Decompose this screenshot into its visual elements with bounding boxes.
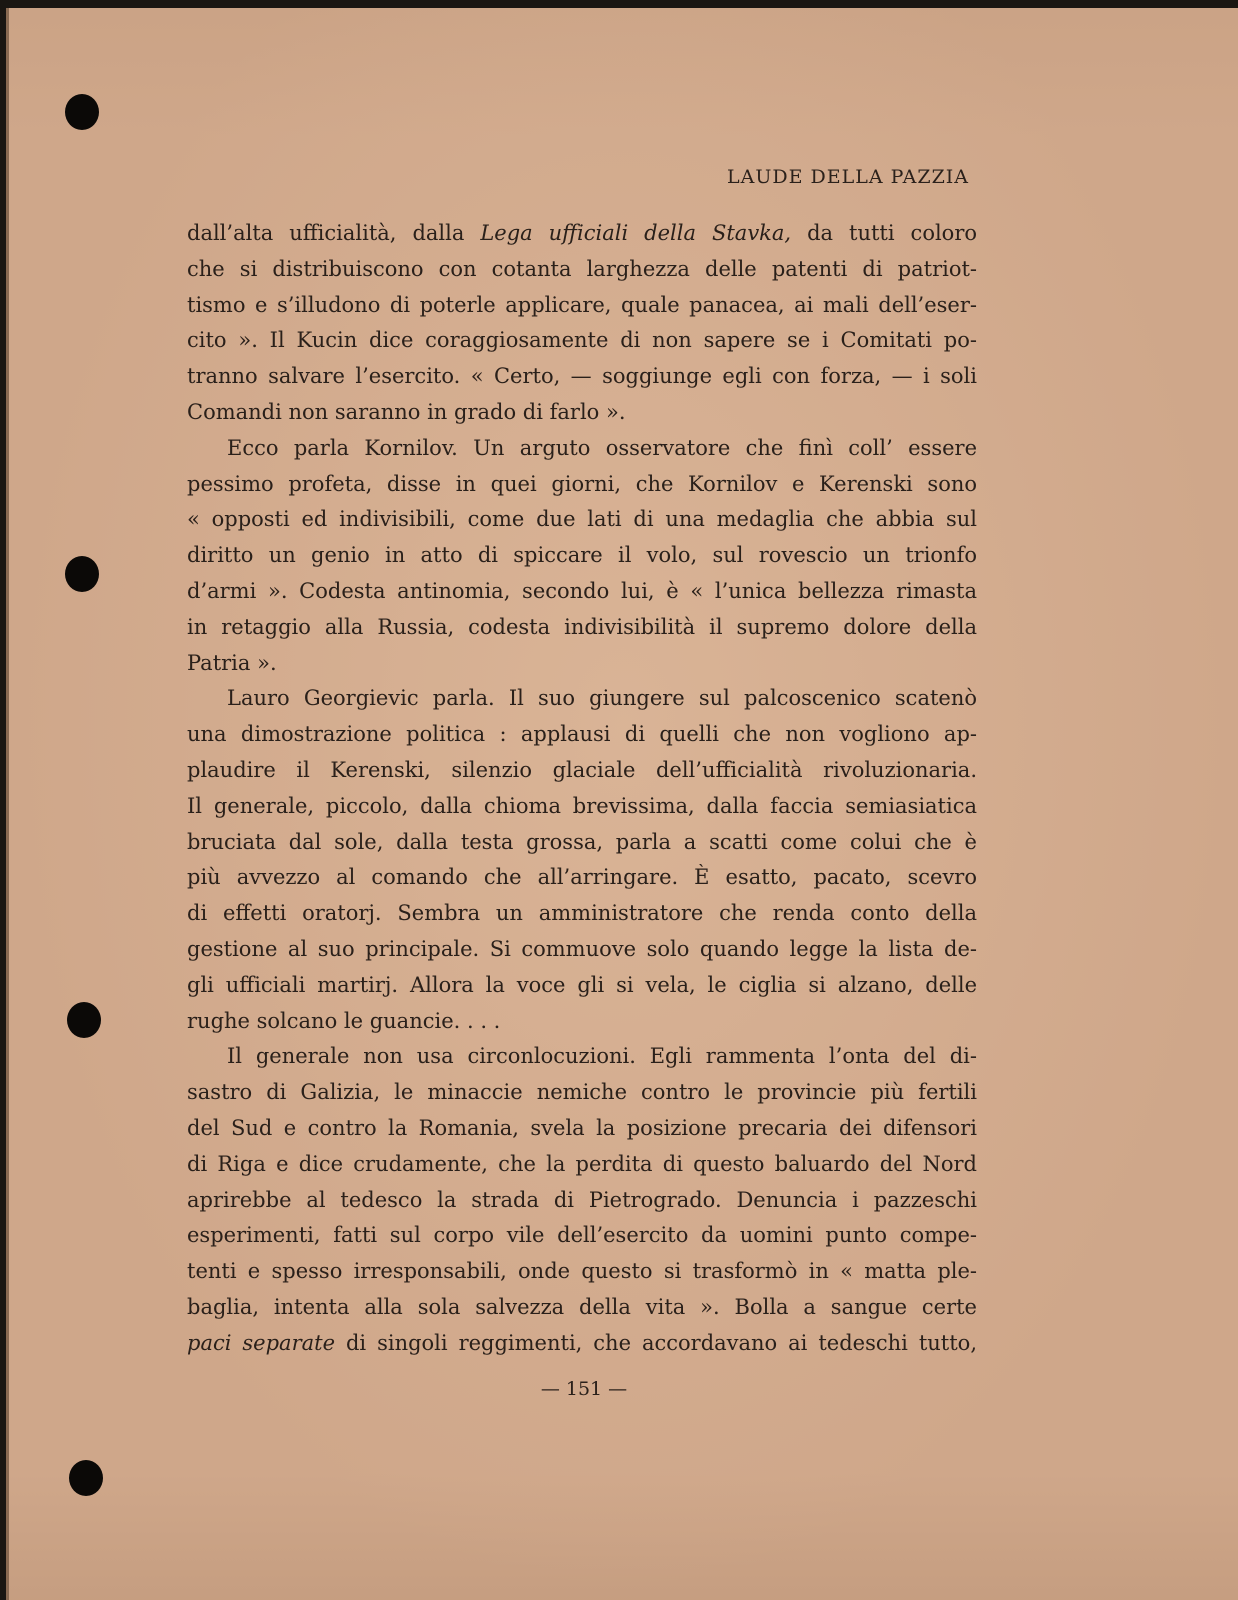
text-run: aprirebbe al tedesco la strada di Pietrogrado. Denuncia i pazzeschi <box>187 1187 977 1212</box>
text-run: Il generale, piccolo, dalla chioma brevissima, dalla faccia semiasiatica <box>187 793 977 818</box>
text-run: di singoli reggimenti, che accordavano ai tedeschi tutto, <box>335 1330 977 1355</box>
text-line <box>187 1183 977 1219</box>
paragraph <box>187 216 977 431</box>
text-line <box>187 323 977 359</box>
running-head: LAUDE DELLA PAZZIA <box>727 166 969 188</box>
text-line <box>187 610 977 646</box>
text-line <box>187 1326 977 1362</box>
text-line <box>187 1147 977 1183</box>
page-number: — 151 — <box>540 1378 628 1400</box>
binder-hole <box>69 1460 103 1496</box>
text-run: Lauro Georgievic parla. Il suo giungere sul palcoscenico scatenò <box>227 686 977 711</box>
text-run: gestione al suo principale. Si commuove solo quando legge la lista de- <box>187 936 977 961</box>
text-run: baglia, intenta alla sola salvezza della vita ». Bolla a sangue certe <box>187 1294 977 1319</box>
text-run: in retaggio alla Russia, codesta indivisibilità il supremo dolore della <box>187 614 977 639</box>
text-line <box>187 896 977 932</box>
paragraph <box>187 681 977 1039</box>
text-line <box>187 1254 977 1290</box>
text-line <box>187 681 977 717</box>
text-run: tranno salvare l’esercito. « Certo, — soggiunge egli con forza, — i soli <box>187 364 977 389</box>
text-run: Comandi non saranno in grado di farlo ». <box>187 399 626 424</box>
text-run: esperimenti, fatti sul corpo vile dell’esercito da uomini punto compe- <box>187 1223 977 1248</box>
text-run: da tutti coloro <box>791 221 977 245</box>
book-page <box>6 8 1238 1600</box>
text-line <box>187 431 977 467</box>
text-line <box>187 1290 977 1326</box>
text-run: tenti e spesso irresponsabili, onde questo si trasformò in « matta ple- <box>187 1259 977 1284</box>
text-run: del Sud e contro la Romania, svela la posizione precaria dei difensori <box>187 1115 977 1140</box>
text-run: Ecco parla Kornilov. Un arguto osservatore che finì coll’ essere <box>227 435 977 460</box>
text-run: tismo e s’illudono di poterle applicare, quale panacea, ai mali dell’eser- <box>187 292 977 317</box>
text-line <box>187 860 977 896</box>
text-run: pessimo profeta, disse in quei giorni, che Kornilov e Kerenski sono <box>187 471 977 496</box>
text-run: gli ufficiali martirj. Allora la voce gli si vela, le ciglia si alzano, delle <box>187 972 977 997</box>
text-line <box>187 252 977 288</box>
text-line <box>187 288 977 324</box>
text-line <box>187 1039 977 1075</box>
body-text <box>187 216 977 1362</box>
text-line <box>187 1111 977 1147</box>
text-line <box>187 395 977 431</box>
text-run: sastro di Galizia, le minaccie nemiche contro le provincie più fertili <box>187 1080 977 1105</box>
text-run: bruciata dal sole, dalla testa grossa, parla a scatti come colui che è <box>187 829 977 854</box>
text-run: Il generale non usa circonlocuzioni. Egli rammenta l’onta del di- <box>227 1044 977 1069</box>
text-line <box>187 574 977 610</box>
paragraph <box>187 431 977 682</box>
text-line <box>187 789 977 825</box>
text-run: Patria ». <box>187 650 277 675</box>
text-run: diritto un genio in atto di spiccare il volo, sul rovescio un trionfo <box>187 543 977 568</box>
text-run: « opposti ed indivisibili, come due lati di una medaglia che abbia sul <box>187 507 977 532</box>
text-line <box>187 467 977 503</box>
text-run: dall’alta ufficialità, dalla <box>187 221 481 245</box>
text-run: rughe solcano le guancie. . . . <box>187 1008 501 1033</box>
binder-hole <box>67 1002 101 1038</box>
text-line <box>187 216 977 252</box>
text-line <box>187 753 977 789</box>
text-line <box>187 359 977 395</box>
text-line <box>187 1004 977 1040</box>
paragraph <box>187 1039 977 1361</box>
binder-hole <box>65 556 99 592</box>
text-run: di Riga e dice crudamente, che la perdita di questo baluardo del Nord <box>187 1151 977 1176</box>
text-run: più avvezzo al comando che all’arringare. È esatto, pacato, scevro <box>187 865 977 890</box>
text-run: che si distribuiscono con cotanta larghezza delle patenti di patriot- <box>187 256 977 281</box>
italic-text: paci separate <box>187 1330 335 1355</box>
text-line <box>187 932 977 968</box>
text-line <box>187 717 977 753</box>
text-line <box>187 1218 977 1254</box>
text-run: una dimostrazione politica : applausi di quelli che non vogliono ap- <box>187 722 977 747</box>
text-run: di effetti oratorj. Sembra un amministratore che renda conto della <box>187 901 977 926</box>
text-run: d’armi ». Codesta antinomia, secondo lui, è « l’unica bellezza rimasta <box>187 578 977 603</box>
binder-hole <box>65 94 99 130</box>
text-line <box>187 646 977 682</box>
italic-text: Lega ufficiali della Stavka, <box>480 221 792 245</box>
text-run: plaudire il Kerenski, silenzio glaciale dell’ufficialità rivoluzionaria. <box>187 757 977 782</box>
text-line <box>187 502 977 538</box>
text-line <box>187 1075 977 1111</box>
text-line <box>187 538 977 574</box>
text-run: cito ». Il Kucin dice coraggiosamente di non sapere se i Comitati po- <box>187 328 977 353</box>
text-line <box>187 968 977 1004</box>
text-line <box>187 825 977 861</box>
